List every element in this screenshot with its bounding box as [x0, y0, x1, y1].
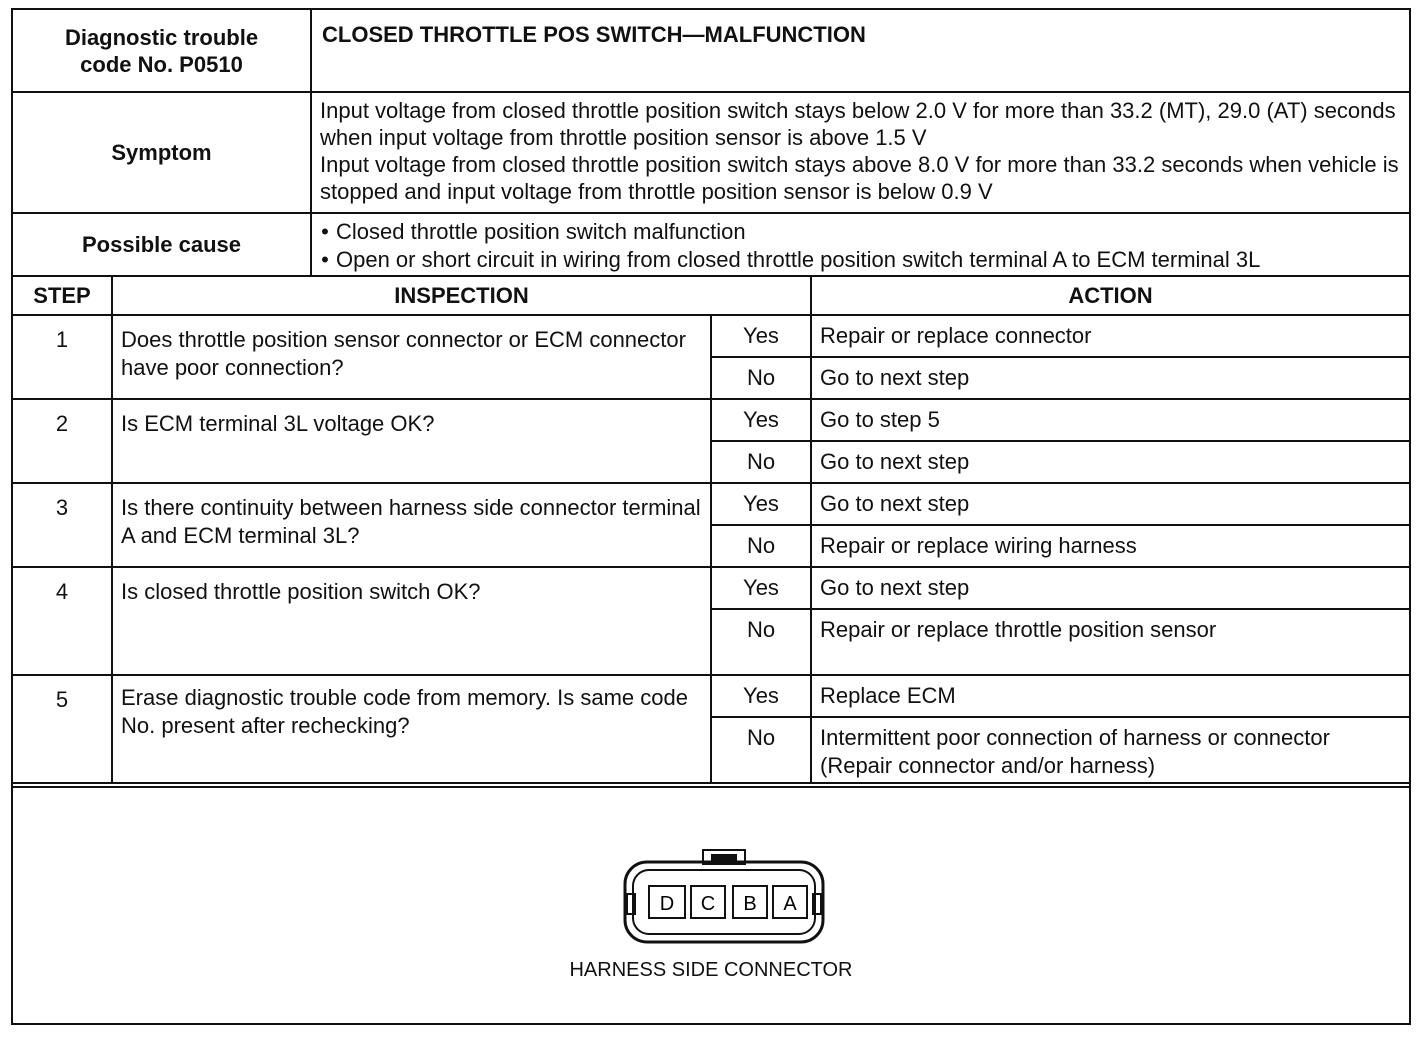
inspection-column-header: INSPECTION: [112, 277, 811, 315]
step-number: 2: [13, 399, 112, 483]
no-action: Go to next step: [811, 357, 1409, 399]
no-label: No: [711, 357, 811, 399]
inspection-text: Is ECM terminal 3L voltage OK?: [112, 399, 711, 483]
step-number: 3: [13, 483, 112, 567]
step-number: 4: [13, 567, 112, 675]
yes-action: Go to next step: [811, 483, 1409, 525]
symptom-label: Symptom: [13, 92, 311, 213]
step-number: 1: [13, 315, 112, 399]
no-label: No: [711, 609, 811, 675]
pin-label: A: [783, 893, 797, 915]
symptom-text: [311, 92, 1409, 213]
no-label: No: [711, 525, 811, 567]
connector-icon: [621, 848, 831, 948]
step-number: 5: [13, 675, 112, 783]
pin-label: B: [743, 893, 757, 915]
yes-label: Yes: [711, 399, 811, 441]
no-action: Repair or replace throttle position sensor: [811, 609, 1409, 675]
cause-item: • Open or short circuit in wiring from closed throttle position switch terminal A to ECM terminal 3L: [314, 246, 1401, 274]
no-action: Go to next step: [811, 441, 1409, 483]
no-label: No: [711, 441, 811, 483]
inspection-text: Is there continuity between harness side connector terminal A and ECM terminal 3L?: [112, 483, 711, 567]
yes-action: Repair or replace connector: [811, 315, 1409, 357]
connector-caption: HARNESS SIDE CONNECTOR: [569, 959, 853, 981]
inspection-text: Erase diagnostic trouble code from memory. Is same code No. present after rechecking?: [112, 675, 711, 783]
pin-label: C: [700, 893, 716, 915]
action-column-header: ACTION: [811, 277, 1409, 315]
yes-action: Replace ECM: [811, 675, 1409, 717]
yes-action: Go to next step: [811, 567, 1409, 609]
yes-action: Go to step 5: [811, 399, 1409, 441]
diagnostic-sheet: [11, 8, 1411, 1025]
pin-label: D: [659, 893, 675, 915]
inspection-text: Is closed throttle position switch OK?: [112, 567, 711, 675]
dtc-code-label: Diagnostic trouble code No. P0510: [13, 10, 311, 92]
symptom-line: Input voltage from closed throttle position switch stays below 2.0 V for more than 33.2 (MT), 29.0 (AT) seconds when input voltage from throttle position sensor is above 1.5 V: [320, 98, 1396, 150]
yes-label: Yes: [711, 483, 811, 525]
possible-cause-list: [311, 213, 1409, 276]
no-label: No: [711, 717, 811, 783]
no-action: Repair or replace wiring harness: [811, 525, 1409, 567]
dtc-title: CLOSED THROTTLE POS SWITCH—MALFUNCTION: [311, 10, 1409, 92]
possible-cause-label: Possible cause: [13, 213, 311, 276]
dtc-header-table: [13, 10, 1409, 277]
inspection-text: Does throttle position sensor connector or ECM connector have poor connection?: [112, 315, 711, 399]
harness-connector-drawing: [621, 848, 831, 953]
symptom-line: Input voltage from closed throttle position switch stays above 8.0 V for more than 33.2 seconds when vehicle is stopped and input voltage from throttle position sensor is below 0.9 V: [320, 152, 1399, 204]
step-column-header: STEP: [13, 277, 112, 315]
yes-label: Yes: [711, 675, 811, 717]
inspection-steps-table: [13, 277, 1409, 784]
yes-label: Yes: [711, 567, 811, 609]
yes-label: Yes: [711, 315, 811, 357]
cause-item: • Closed throttle position switch malfunction: [314, 218, 1401, 246]
no-action: Intermittent poor connection of harness or connector (Repair connector and/or harness): [811, 717, 1409, 783]
connector-figure: [13, 786, 1409, 1023]
